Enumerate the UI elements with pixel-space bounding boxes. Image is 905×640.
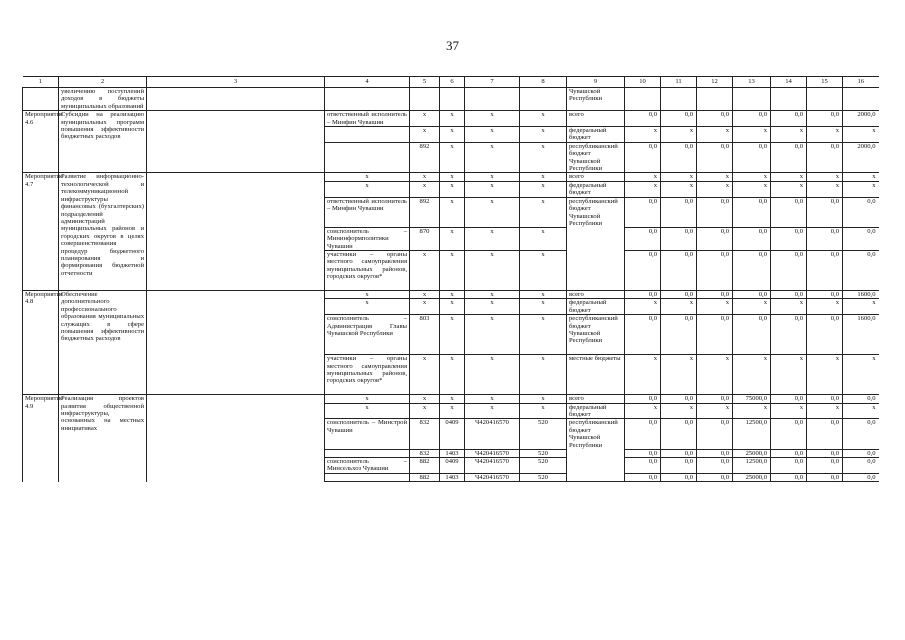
amount-cell (733, 88, 771, 111)
column-number-5: 5 (410, 77, 440, 88)
amount-cell: x (843, 355, 879, 395)
code-cell-c7: Ч420416570 (465, 458, 520, 474)
amount-cell: x (771, 403, 807, 419)
column-number-15: 15 (807, 77, 843, 88)
amount-cell: x (843, 181, 879, 197)
funding-source-cell: всего (567, 111, 625, 127)
amount-cell: 0,0 (771, 291, 807, 299)
amount-cell: x (625, 403, 661, 419)
amount-cell: 0,0 (661, 227, 697, 250)
code-cell-c8: x (520, 315, 567, 355)
table-row (23, 291, 879, 299)
amount-cell: x (843, 403, 879, 419)
measure-blank (147, 395, 325, 482)
amount-cell: x (697, 299, 733, 315)
amount-cell: x (625, 127, 661, 143)
measure-label: Мероприятие 4.8 (23, 291, 59, 395)
funding-source-cell: федеральный бюджет (567, 403, 625, 419)
amount-cell: 0,0 (697, 197, 733, 227)
code-cell-c5: x (410, 403, 440, 419)
code-cell-c7: x (465, 127, 520, 143)
code-cell-c5: 870 (410, 227, 440, 250)
column-number-1: 1 (23, 77, 59, 88)
code-cell-c7: x (465, 403, 520, 419)
amount-cell: 0,0 (661, 197, 697, 227)
amount-cell: x (661, 403, 697, 419)
measure-title: Субсидии на реализацию муниципальных программ повышения эффективности бюджетных расходов (59, 111, 147, 173)
code-cell-c7: Ч420416570 (465, 473, 520, 481)
amount-cell: 0,0 (661, 473, 697, 481)
amount-cell: 25000,0 (733, 473, 771, 481)
executor-cell: соисполнитель – Минстрой Чувашии (325, 419, 410, 449)
column-number-10: 10 (625, 77, 661, 88)
code-cell-c7: x (465, 173, 520, 181)
executor-cell: соисполнитель – Мининформполитики Чувашии (325, 227, 410, 250)
column-number-row (23, 77, 879, 88)
amount-cell (771, 88, 807, 111)
code-cell-c6: x (440, 395, 465, 403)
executor-cell: x (325, 403, 410, 419)
amount-cell: 0,0 (697, 291, 733, 299)
code-cell-c5: x (410, 299, 440, 315)
code-cell-c8: 520 (520, 473, 567, 481)
code-cell-c8: x (520, 395, 567, 403)
executor-cell: участники – органы местного самоуправления муниципальных районов, городских округов* (325, 355, 410, 395)
executor-cell: x (325, 291, 410, 299)
executor-cell: ответственный исполнитель – Минфин Чувашии (325, 111, 410, 127)
funding-source-cell: местные бюджеты (567, 355, 625, 395)
amount-cell: 0,0 (697, 419, 733, 449)
amount-cell: 0,0 (697, 251, 733, 291)
amount-cell: 0,0 (733, 227, 771, 250)
amount-cell: x (807, 181, 843, 197)
amount-cell: 0,0 (807, 458, 843, 474)
executor-cell: ответственный исполнитель – Минфин Чувашии (325, 197, 410, 227)
amount-cell: 0,0 (807, 251, 843, 291)
amount-cell: 0,0 (733, 142, 771, 173)
amount-cell: 0,0 (771, 111, 807, 127)
amount-cell: 0,0 (697, 111, 733, 127)
amount-cell: 0,0 (625, 458, 661, 474)
code-cell-c8: 520 (520, 458, 567, 474)
code-cell-c5: 892 (410, 142, 440, 173)
code-cell-c6: x (440, 227, 465, 250)
amount-cell: x (697, 355, 733, 395)
code-cell-c6: 0409 (440, 458, 465, 474)
amount-cell: 0,0 (807, 227, 843, 250)
amount-cell: 0,0 (843, 197, 879, 227)
measure-blank (147, 291, 325, 395)
amount-cell: 0,0 (807, 291, 843, 299)
column-number-6: 6 (440, 77, 465, 88)
amount-cell: 0,0 (807, 395, 843, 403)
measure-label: Мероприятие 4.9 (23, 395, 59, 482)
column-number-7: 7 (465, 77, 520, 88)
code-cell-c5: 832 (410, 419, 440, 449)
code-cell-c5: x (410, 395, 440, 403)
amount-cell: x (697, 173, 733, 181)
amount-cell: 0,0 (697, 227, 733, 250)
amount-cell: 0,0 (661, 449, 697, 457)
amount-cell: 0,0 (843, 227, 879, 250)
code-cell-c8: x (520, 111, 567, 127)
amount-cell: 0,0 (843, 458, 879, 474)
funding-source-cell: Чувашской Республики (567, 88, 625, 111)
table-row (23, 88, 879, 111)
measure-label (23, 88, 59, 111)
amount-cell: 0,0 (697, 395, 733, 403)
code-cell-c8 (520, 88, 567, 111)
code-cell-c5: x (410, 355, 440, 395)
code-cell-c5: 892 (410, 197, 440, 227)
code-cell-c8: x (520, 355, 567, 395)
amount-cell: 12500,0 (733, 458, 771, 474)
column-number-4: 4 (325, 77, 410, 88)
amount-cell: x (733, 299, 771, 315)
amount-cell: x (771, 299, 807, 315)
amount-cell: 0,0 (843, 419, 879, 449)
funding-source-cell (567, 251, 625, 291)
column-number-12: 12 (697, 77, 733, 88)
code-cell-c5: x (410, 291, 440, 299)
code-cell-c7: Ч420416570 (465, 449, 520, 457)
amount-cell: 0,0 (661, 315, 697, 355)
amount-cell: 75000,0 (733, 395, 771, 403)
executor-cell (325, 473, 410, 481)
page-number: 37 (446, 38, 459, 53)
amount-cell: 0,0 (625, 291, 661, 299)
amount-cell: 0,0 (771, 449, 807, 457)
amount-cell: 0,0 (661, 111, 697, 127)
budget-table (22, 76, 879, 482)
funding-source-cell: федеральный бюджет (567, 181, 625, 197)
amount-cell: 0,0 (771, 395, 807, 403)
code-cell-c5: 803 (410, 315, 440, 355)
amount-cell: 0,0 (697, 473, 733, 481)
amount-cell: 0,0 (697, 315, 733, 355)
code-cell-c7: Ч420416570 (465, 419, 520, 449)
amount-cell: x (733, 355, 771, 395)
measure-title: увеличению поступлений доходов в бюджеты муниципальных образований (59, 88, 147, 111)
funding-source-cell: всего (567, 173, 625, 181)
code-cell-c5: 882 (410, 473, 440, 481)
column-number-9: 9 (567, 77, 625, 88)
column-number-14: 14 (771, 77, 807, 88)
table-row (23, 395, 879, 403)
code-cell-c7: x (465, 315, 520, 355)
amount-cell (697, 88, 733, 111)
amount-cell: x (661, 173, 697, 181)
amount-cell: x (625, 299, 661, 315)
code-cell-c6: x (440, 142, 465, 173)
amount-cell: x (771, 355, 807, 395)
amount-cell: 0,0 (843, 395, 879, 403)
code-cell-c8: x (520, 299, 567, 315)
code-cell-c8: x (520, 181, 567, 197)
amount-cell: 0,0 (807, 111, 843, 127)
amount-cell: x (625, 181, 661, 197)
amount-cell: 0,0 (625, 473, 661, 481)
funding-source-cell: федеральный бюджет (567, 127, 625, 143)
funding-source-cell (567, 449, 625, 457)
column-number-16: 16 (843, 77, 879, 88)
amount-cell: x (771, 173, 807, 181)
code-cell-c8: 520 (520, 449, 567, 457)
amount-cell: 1600,0 (843, 291, 879, 299)
amount-cell: 0,0 (661, 251, 697, 291)
amount-cell: 0,0 (807, 142, 843, 173)
measure-blank (147, 173, 325, 291)
code-cell-c6: x (440, 291, 465, 299)
amount-cell: 0,0 (771, 419, 807, 449)
code-cell-c5: 882 (410, 458, 440, 474)
executor-cell: x (325, 395, 410, 403)
amount-cell: 0,0 (625, 142, 661, 173)
executor-cell: соисполнитель – Минсельхоз Чувашии (325, 458, 410, 474)
amount-cell: 0,0 (625, 395, 661, 403)
amount-cell: 0,0 (771, 142, 807, 173)
amount-cell: x (697, 403, 733, 419)
amount-cell: 12500,0 (733, 419, 771, 449)
measure-title: Развитие информационно-технологической и телекоммуникационной инфраструктуры финансовых (бухгалтерских) подразделений администраций муниципальных районов и городских округов в целях совершенствования процедур бюджетного планирования и формирования бюджетной отчетности (59, 173, 147, 291)
amount-cell: 0,0 (697, 142, 733, 173)
amount-cell: 0,0 (771, 315, 807, 355)
code-cell-c7 (465, 88, 520, 111)
funding-source-cell: республиканский бюджет Чувашской Республики (567, 197, 625, 227)
column-number-8: 8 (520, 77, 567, 88)
amount-cell: x (807, 127, 843, 143)
funding-source-cell: федеральный бюджет (567, 299, 625, 315)
amount-cell: 0,0 (625, 449, 661, 457)
measure-title: Реализация проектов развития общественной инфраструктуры, основанных на местных инициативах (59, 395, 147, 482)
code-cell-c5 (410, 88, 440, 111)
code-cell-c6: x (440, 355, 465, 395)
measure-label: Мероприятие 4.7 (23, 173, 59, 291)
executor-cell: x (325, 299, 410, 315)
table-row (23, 111, 879, 127)
amount-cell: 0,0 (661, 291, 697, 299)
code-cell-c7: x (465, 355, 520, 395)
amount-cell: 1600,0 (843, 315, 879, 355)
executor-cell: x (325, 181, 410, 197)
funding-source-cell: республиканский бюджет Чувашской Республики (567, 419, 625, 449)
funding-source-cell: республиканский бюджет Чувашской Республики (567, 142, 625, 173)
amount-cell: x (771, 127, 807, 143)
amount-cell: x (843, 127, 879, 143)
funding-source-cell: всего (567, 291, 625, 299)
amount-cell: 0,0 (733, 315, 771, 355)
amount-cell (807, 88, 843, 111)
amount-cell: x (843, 173, 879, 181)
code-cell-c7: x (465, 111, 520, 127)
code-cell-c8: x (520, 173, 567, 181)
amount-cell: x (733, 173, 771, 181)
code-cell-c6: x (440, 299, 465, 315)
amount-cell: x (661, 355, 697, 395)
amount-cell: 0,0 (807, 315, 843, 355)
amount-cell: x (625, 355, 661, 395)
amount-cell: x (661, 299, 697, 315)
funding-source-cell (567, 473, 625, 481)
amount-cell: 0,0 (697, 449, 733, 457)
code-cell-c7: x (465, 181, 520, 197)
amount-cell: 0,0 (625, 315, 661, 355)
code-cell-c8: 520 (520, 419, 567, 449)
executor-cell (325, 142, 410, 173)
code-cell-c8: x (520, 227, 567, 250)
amount-cell: 0,0 (807, 419, 843, 449)
amount-cell (625, 88, 661, 111)
amount-cell: 0,0 (771, 251, 807, 291)
amount-cell: 25000,0 (733, 449, 771, 457)
table-row (23, 173, 879, 181)
code-cell-c6: x (440, 315, 465, 355)
executor-cell (325, 449, 410, 457)
code-cell-c6: 0409 (440, 419, 465, 449)
measure-blank (147, 111, 325, 173)
amount-cell: 0,0 (807, 473, 843, 481)
amount-cell: 0,0 (661, 458, 697, 474)
amount-cell: 2000,0 (843, 111, 879, 127)
measure-blank (147, 88, 325, 111)
amount-cell: x (661, 127, 697, 143)
code-cell-c7: x (465, 291, 520, 299)
amount-cell: 0,0 (625, 111, 661, 127)
amount-cell: x (843, 299, 879, 315)
code-cell-c7: x (465, 299, 520, 315)
code-cell-c8: x (520, 142, 567, 173)
amount-cell: 0,0 (807, 449, 843, 457)
code-cell-c5: x (410, 127, 440, 143)
amount-cell: x (697, 181, 733, 197)
amount-cell: x (807, 299, 843, 315)
code-cell-c8: x (520, 291, 567, 299)
executor-cell: соисполнитель – Администрация Главы Чувашской Республики (325, 315, 410, 355)
code-cell-c7: x (465, 251, 520, 291)
amount-cell: x (807, 173, 843, 181)
code-cell-c5: x (410, 173, 440, 181)
executor-cell (325, 88, 410, 111)
amount-cell: x (733, 403, 771, 419)
column-number-3: 3 (147, 77, 325, 88)
amount-cell: 0,0 (733, 291, 771, 299)
code-cell-c6: x (440, 111, 465, 127)
amount-cell: 0,0 (697, 458, 733, 474)
code-cell-c6: x (440, 181, 465, 197)
amount-cell: 0,0 (661, 419, 697, 449)
amount-cell: 0,0 (843, 473, 879, 481)
code-cell-c5: x (410, 181, 440, 197)
amount-cell: 0,0 (843, 449, 879, 457)
code-cell-c7: x (465, 227, 520, 250)
amount-cell: 0,0 (771, 473, 807, 481)
amount-cell: 0,0 (625, 227, 661, 250)
amount-cell: 0,0 (733, 197, 771, 227)
amount-cell: x (807, 355, 843, 395)
code-cell-c8: x (520, 403, 567, 419)
code-cell-c6: 1403 (440, 473, 465, 481)
funding-source-cell (567, 458, 625, 474)
code-cell-c5: x (410, 251, 440, 291)
executor-cell: участники – органы местного самоуправления муниципальных районов, городских округов* (325, 251, 410, 291)
amount-cell: x (771, 181, 807, 197)
table-body (23, 88, 879, 482)
amount-cell: x (697, 127, 733, 143)
amount-cell: x (661, 181, 697, 197)
code-cell-c6: 1403 (440, 449, 465, 457)
amount-cell: 0,0 (625, 251, 661, 291)
amount-cell: x (807, 403, 843, 419)
amount-cell: 0,0 (733, 111, 771, 127)
code-cell-c6: x (440, 403, 465, 419)
code-cell-c6 (440, 88, 465, 111)
code-cell-c6: x (440, 127, 465, 143)
amount-cell: x (733, 181, 771, 197)
code-cell-c8: x (520, 197, 567, 227)
executor-cell: x (325, 173, 410, 181)
amount-cell (843, 88, 879, 111)
amount-cell: x (625, 173, 661, 181)
code-cell-c8: x (520, 251, 567, 291)
measure-title: Обеспечение дополнительного профессионального образования муниципальных служащих в сфере повышения эффективности бюджетных расходов (59, 291, 147, 395)
funding-source-cell: республиканский бюджет Чувашской Республики (567, 315, 625, 355)
amount-cell: 0,0 (733, 251, 771, 291)
code-cell-c7: x (465, 395, 520, 403)
amount-cell: 0,0 (771, 197, 807, 227)
code-cell-c5: x (410, 111, 440, 127)
measure-label: Мероприятие 4.6 (23, 111, 59, 173)
code-cell-c6: x (440, 173, 465, 181)
code-cell-c8: x (520, 127, 567, 143)
amount-cell: 2000,0 (843, 142, 879, 173)
amount-cell: 0,0 (661, 395, 697, 403)
column-number-11: 11 (661, 77, 697, 88)
amount-cell: 0,0 (807, 197, 843, 227)
code-cell-c7: x (465, 142, 520, 173)
funding-source-cell: всего (567, 395, 625, 403)
amount-cell: 0,0 (843, 251, 879, 291)
column-number-2: 2 (59, 77, 147, 88)
amount-cell: 0,0 (625, 419, 661, 449)
code-cell-c6: x (440, 197, 465, 227)
funding-source-cell (567, 227, 625, 250)
code-cell-c5: 832 (410, 449, 440, 457)
amount-cell: 0,0 (661, 142, 697, 173)
amount-cell: 0,0 (625, 197, 661, 227)
amount-cell (661, 88, 697, 111)
amount-cell: 0,0 (771, 227, 807, 250)
executor-cell (325, 127, 410, 143)
code-cell-c6: x (440, 251, 465, 291)
amount-cell: 0,0 (771, 458, 807, 474)
column-number-13: 13 (733, 77, 771, 88)
code-cell-c7: x (465, 197, 520, 227)
amount-cell: x (733, 127, 771, 143)
